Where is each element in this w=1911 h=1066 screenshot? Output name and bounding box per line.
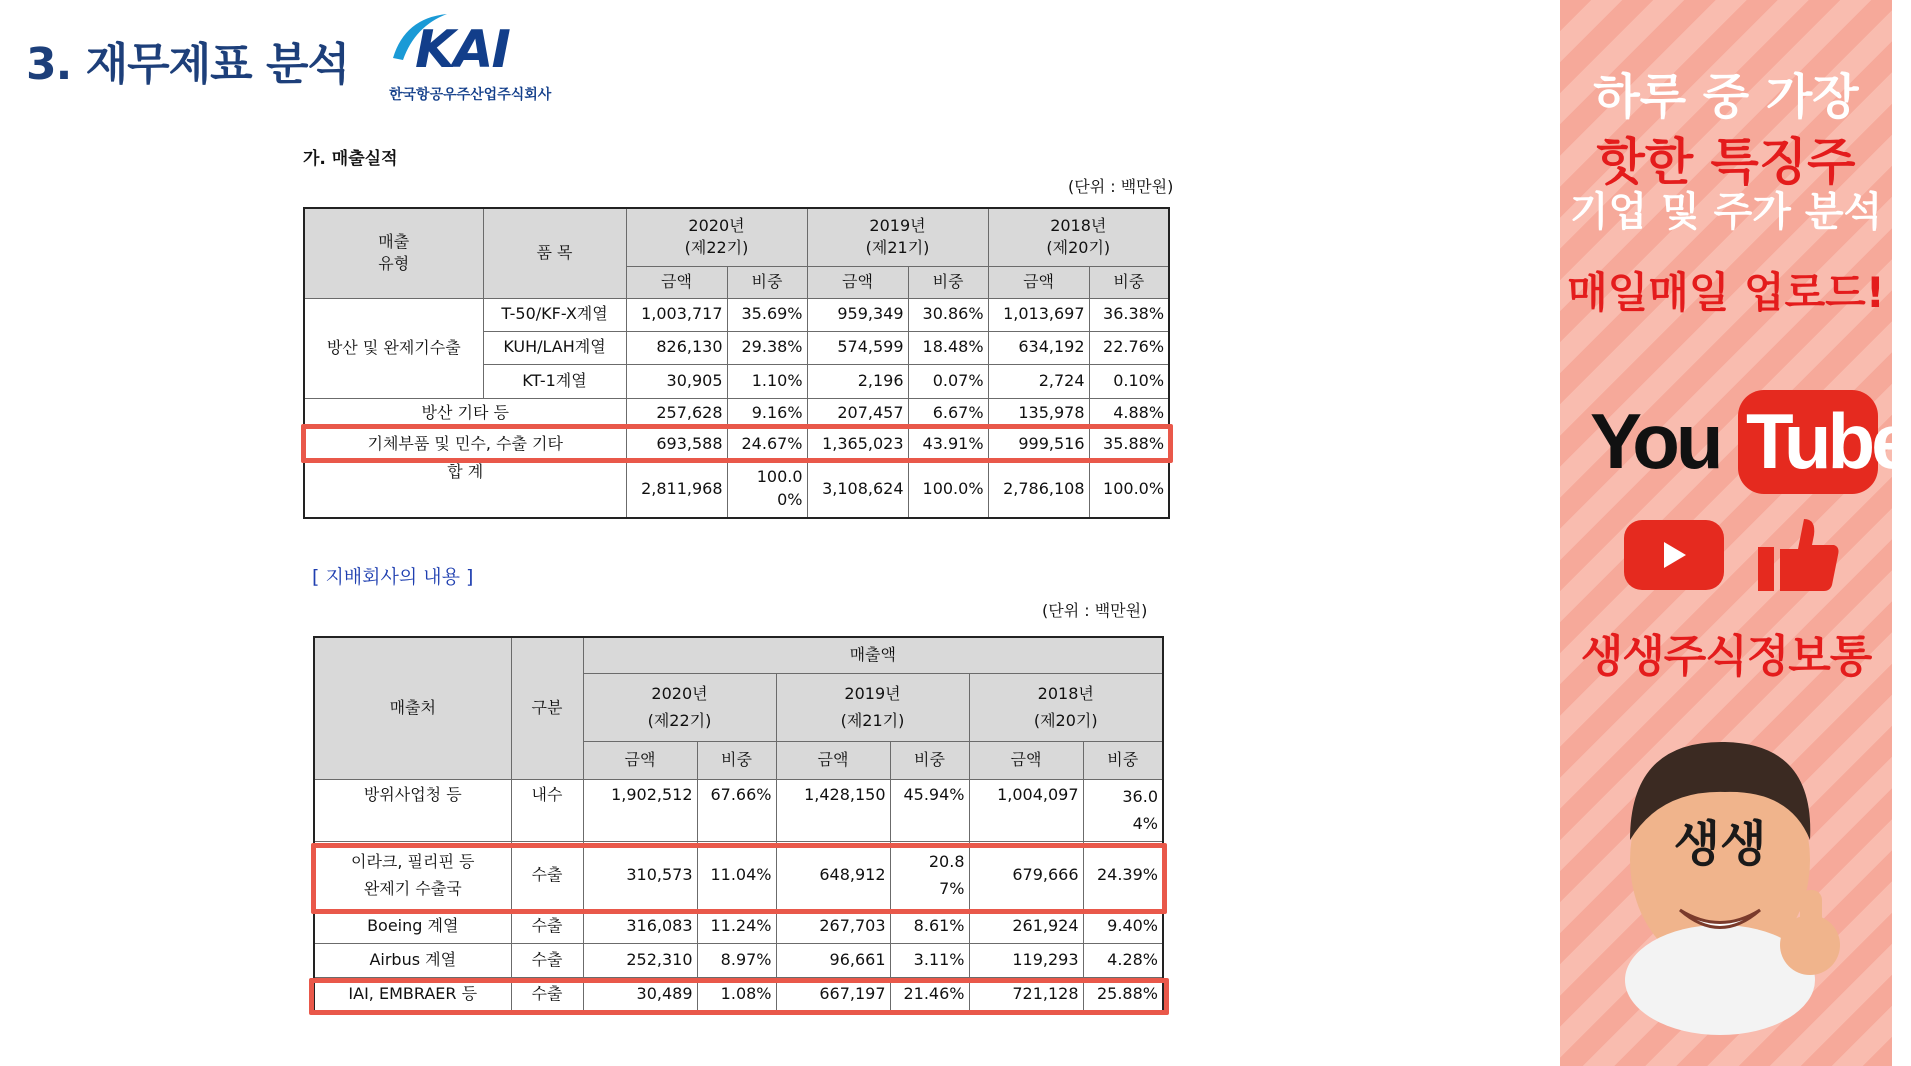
customer-cell: 이라크, 필리핀 등 완제기 수출국 [314, 841, 511, 909]
value-cell: 1.10% [727, 364, 807, 398]
section1-title: 가. 매출실적 [303, 149, 398, 169]
value-cell: 1,013,697 [988, 298, 1089, 331]
value-cell: 0.07% [908, 364, 988, 398]
col-sales-type: 매출 유형 [304, 208, 483, 298]
value-cell: 9.16% [727, 398, 807, 428]
youtube-logo-tube: Tube [1746, 397, 1911, 485]
logo-wordmark: KAI [415, 20, 509, 80]
customer-cell: IAI, EMBRAER 등 [314, 977, 511, 1011]
value-cell: 29.38% [727, 331, 807, 364]
customer-cell: Boeing 계열 [314, 909, 511, 943]
col-amount: 금액 [969, 741, 1083, 779]
value-cell: 21.46% [890, 977, 969, 1011]
value-cell: 24.67% [727, 428, 807, 460]
col-ratio: 비중 [908, 266, 988, 298]
promo-banner [1560, 0, 1911, 1066]
banner-line-4: 매일매일 업로드! [1567, 268, 1885, 317]
value-cell: 1,004,097 [969, 779, 1083, 841]
col-division: 구분 [511, 637, 583, 779]
value-cell: 667,197 [776, 977, 890, 1011]
value-cell: 30,905 [626, 364, 727, 398]
value-cell: 135,978 [988, 398, 1089, 428]
value-cell: 252,310 [583, 943, 697, 977]
highlight-box [309, 978, 1169, 1015]
col-ratio: 비중 [1083, 741, 1163, 779]
col-ratio: 비중 [890, 741, 969, 779]
value-cell: 35.88% [1089, 428, 1169, 460]
avatar [1600, 730, 1860, 1030]
value-cell: 18.48% [908, 331, 988, 364]
col-year-2018: 2018년 (제20기) [988, 208, 1169, 266]
value-cell: 634,192 [988, 331, 1089, 364]
value-cell: 207,457 [807, 398, 908, 428]
value-cell: 648,912 [776, 841, 890, 909]
col-year-2020: 2020년 (제22기) [583, 673, 776, 741]
table-row-total [304, 460, 1169, 518]
item-cell: KUH/LAH계열 [483, 331, 626, 364]
value-cell: 1,902,512 [583, 779, 697, 841]
play-icon[interactable] [1624, 520, 1724, 590]
value-cell: 267,703 [776, 909, 890, 943]
channel-name: 생생주식정보통 [1580, 631, 1872, 682]
col-sales: 매출액 [583, 637, 1163, 673]
value-cell: 693,588 [626, 428, 727, 460]
value-cell: 0.10% [1089, 364, 1169, 398]
highlight-box [311, 843, 1167, 914]
value-cell: 36.38% [1089, 298, 1169, 331]
col-ratio: 비중 [727, 266, 807, 298]
value-cell: 30,489 [583, 977, 697, 1011]
value-cell: 20.8 7% [890, 841, 969, 909]
value-cell: 24.39% [1083, 841, 1163, 909]
banner-line-1: 하루 중 가장 [1593, 69, 1859, 125]
youtube-logo-you: You [1590, 397, 1720, 485]
col-ratio: 비중 [697, 741, 776, 779]
col-ratio: 비중 [1089, 266, 1169, 298]
value-cell: 25.88% [1083, 977, 1163, 1011]
value-cell: 1,428,150 [776, 779, 890, 841]
value-cell: 3,108,624 [807, 460, 908, 518]
division-cell: 내수 [511, 779, 583, 841]
col-amount: 금액 [807, 266, 908, 298]
value-cell: 9.40% [1083, 909, 1163, 943]
division-cell: 수출 [511, 909, 583, 943]
value-cell: 316,083 [583, 909, 697, 943]
value-cell: 6.67% [908, 398, 988, 428]
value-cell: 96,661 [776, 943, 890, 977]
value-cell: 2,811,968 [626, 460, 727, 518]
col-customer: 매출처 [314, 637, 511, 779]
division-cell: 수출 [511, 943, 583, 977]
col-amount: 금액 [988, 266, 1089, 298]
value-cell: 100.0% [1089, 460, 1169, 518]
division-cell: 수출 [511, 841, 583, 909]
value-cell: 8.97% [697, 943, 776, 977]
value-cell: 679,666 [969, 841, 1083, 909]
value-cell: 959,349 [807, 298, 908, 331]
value-cell: 574,599 [807, 331, 908, 364]
col-year-2018: 2018년 (제20기) [969, 673, 1163, 741]
value-cell: 261,924 [969, 909, 1083, 943]
col-item: 품 목 [483, 208, 626, 298]
highlight-box [301, 424, 1173, 463]
table-row [304, 298, 1169, 331]
value-cell: 67.66% [697, 779, 776, 841]
sales-table [303, 207, 1170, 519]
col-year-2019: 2019년 (제21기) [807, 208, 988, 266]
value-cell: 1.08% [697, 977, 776, 1011]
customer-cell: Airbus 계열 [314, 943, 511, 977]
value-cell: 4.88% [1089, 398, 1169, 428]
thumbs-up-icon[interactable] [1756, 515, 1840, 593]
value-cell: 310,573 [583, 841, 697, 909]
value-cell: 721,128 [969, 977, 1083, 1011]
value-cell: 2,724 [988, 364, 1089, 398]
value-cell: 45.94% [890, 779, 969, 841]
value-cell: 3.11% [890, 943, 969, 977]
table-row [314, 909, 1163, 943]
value-cell: 36.0 4% [1083, 779, 1163, 841]
banner-line-3: 기업 및 주가 분석 [1569, 189, 1883, 235]
section2-unit: (단위 : 백만원) [1042, 601, 1148, 620]
avatar-text: 생생 [1673, 816, 1767, 872]
value-cell: 30.86% [908, 298, 988, 331]
value-cell: 100.0 0% [727, 460, 807, 518]
table-row [314, 779, 1163, 841]
value-cell: 35.69% [727, 298, 807, 331]
logo-subtitle: 한국항공우주산업주식회사 [389, 87, 552, 103]
division-cell: 수출 [511, 977, 583, 1011]
col-year-2020: 2020년 (제22기) [626, 208, 807, 266]
value-cell: 8.61% [890, 909, 969, 943]
value-cell: 1,365,023 [807, 428, 908, 460]
value-cell: 1,003,717 [626, 298, 727, 331]
group-label: 방산 및 완제기수출 [304, 298, 483, 398]
section1-unit: (단위 : 백만원) [1068, 177, 1174, 196]
item-cell: 방산 기타 등 [304, 398, 626, 428]
value-cell: 2,196 [807, 364, 908, 398]
table-row [314, 943, 1163, 977]
item-cell: 기체부품 및 민수, 수출 기타 [304, 428, 626, 460]
customer-table [313, 636, 1164, 1012]
value-cell: 826,130 [626, 331, 727, 364]
value-cell: 4.28% [1083, 943, 1163, 977]
value-cell: 2,786,108 [988, 460, 1089, 518]
value-cell: 22.76% [1089, 331, 1169, 364]
value-cell: 257,628 [626, 398, 727, 428]
page-title: 3. 재무제표 분석 [26, 39, 349, 90]
total-label: 합 계 [304, 460, 626, 518]
customer-cell: 방위사업청 등 [314, 779, 511, 841]
banner-line-2: 핫한 특징주 [1596, 133, 1856, 191]
value-cell: 43.91% [908, 428, 988, 460]
value-cell: 11.24% [697, 909, 776, 943]
value-cell: 11.04% [697, 841, 776, 909]
value-cell: 999,516 [988, 428, 1089, 460]
section2-title: [ 지배회사의 내용 ] [312, 566, 474, 588]
value-cell: 100.0% [908, 460, 988, 518]
col-amount: 금액 [776, 741, 890, 779]
value-cell: 119,293 [969, 943, 1083, 977]
col-year-2019: 2019년 (제21기) [776, 673, 969, 741]
col-amount: 금액 [626, 266, 727, 298]
item-cell: KT-1계열 [483, 364, 626, 398]
kai-logo [385, 8, 565, 104]
col-amount: 금액 [583, 741, 697, 779]
item-cell: T-50/KF-X계열 [483, 298, 626, 331]
youtube-logo[interactable] [1590, 388, 1911, 498]
